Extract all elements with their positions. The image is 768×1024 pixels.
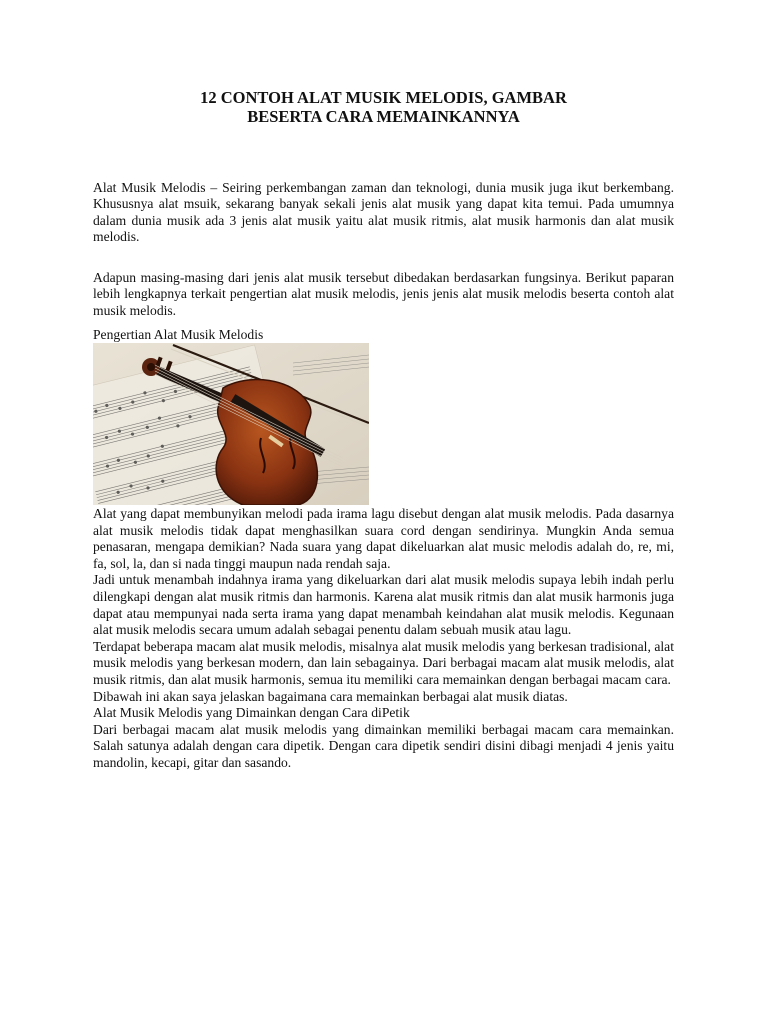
title-line-2: BESERTA CARA MEMAINKANNYA xyxy=(247,107,520,126)
title-line-1: 12 CONTOH ALAT MUSIK MELODIS, GAMBAR xyxy=(200,88,567,107)
body-text xyxy=(93,506,674,772)
document-title xyxy=(93,88,674,126)
heading-pengertian: Pengertian Alat Musik Melodis xyxy=(93,327,264,342)
paragraph-definisi: Alat yang dapat membunyikan melodi pada irama lagu disebut dengan alat musik melodis. Pada dasarnya alat musik melodis tidak dapat menghasilkan suara cord dengan sendirinya. Mungkin Anda semua penasaran, mengapa demikian? Nada suara yang dapat dikeluarkan alat music melodis adalah do, re, mi, fa, sol, la, dan si nada tinggi maupun nada rendah saja. xyxy=(93,506,674,571)
paragraph-macam: Terdapat beberapa macam alat musik melodis, misalnya alat musik melodis yang berkesan tradisional, alat musik melodis yang berkesan modern, dan lain sebagainya. Dari berbagai macam alat musik melodis, alat musik ritmis, dan alat musik harmonis, semua itu memiliki cara memainkan dengan berbagai macam cara. xyxy=(93,638,674,687)
paragraph-penjelasan: Dibawah ini akan saya jelaskan bagaimana cara memainkan berbagai alat musik diatas. xyxy=(93,688,568,704)
heading-dipetik: Alat Musik Melodis yang Dimainkan dengan Cara diPetik xyxy=(93,705,410,721)
paragraph-kegunaan: Jadi untuk menambah indahnya irama yang dikeluarkan dari alat musik melodis supaya lebih indah perlu dilengkapi dengan alat musik ritmis dan harmonis. Karena alat musik ritmis dan alat musik harmonis juga dapat atau mempunyai nada serta irama yang dapat menambah keindahan alat musik melodis. Kegunaan alat musik melodis secara umum adalah sebagai penentu dalam sebuah musik atau lagu. xyxy=(93,572,674,638)
violin-image xyxy=(93,343,369,505)
paragraph-dipetik: Dari berbagai macam alat musik melodis yang dimainkan memiliki berbagai macam cara memainkan. Salah satunya adalah dengan cara dipetik. Dengan cara dipetik sendiri disini dibagi menjadi 4 jenis yaitu mandolin, kecapi, gitar dan sasando. xyxy=(93,721,674,770)
intro-paragraph: Alat Musik Melodis – Seiring perkembangan zaman dan teknologi, dunia musik juga ikut berkembang. Khususnya alat msuik, sekarang banyak sekali jenis alat musik yang dapat kita temui. Pada umumnya dalam dunia musik ada 3 jenis alat musik yaitu alat musik ritmis, alat musik harmonis dan alat musik melodis. xyxy=(93,179,674,245)
paragraph-jenis: Adapun masing-masing dari jenis alat musik tersebut dibedakan berdasarkan fungsinya. Berikut paparan lebih lengkapnya terkait pengertian alat musik melodis, jenis jenis alat musik melodis beserta contoh alat musik melodis. xyxy=(93,269,674,318)
